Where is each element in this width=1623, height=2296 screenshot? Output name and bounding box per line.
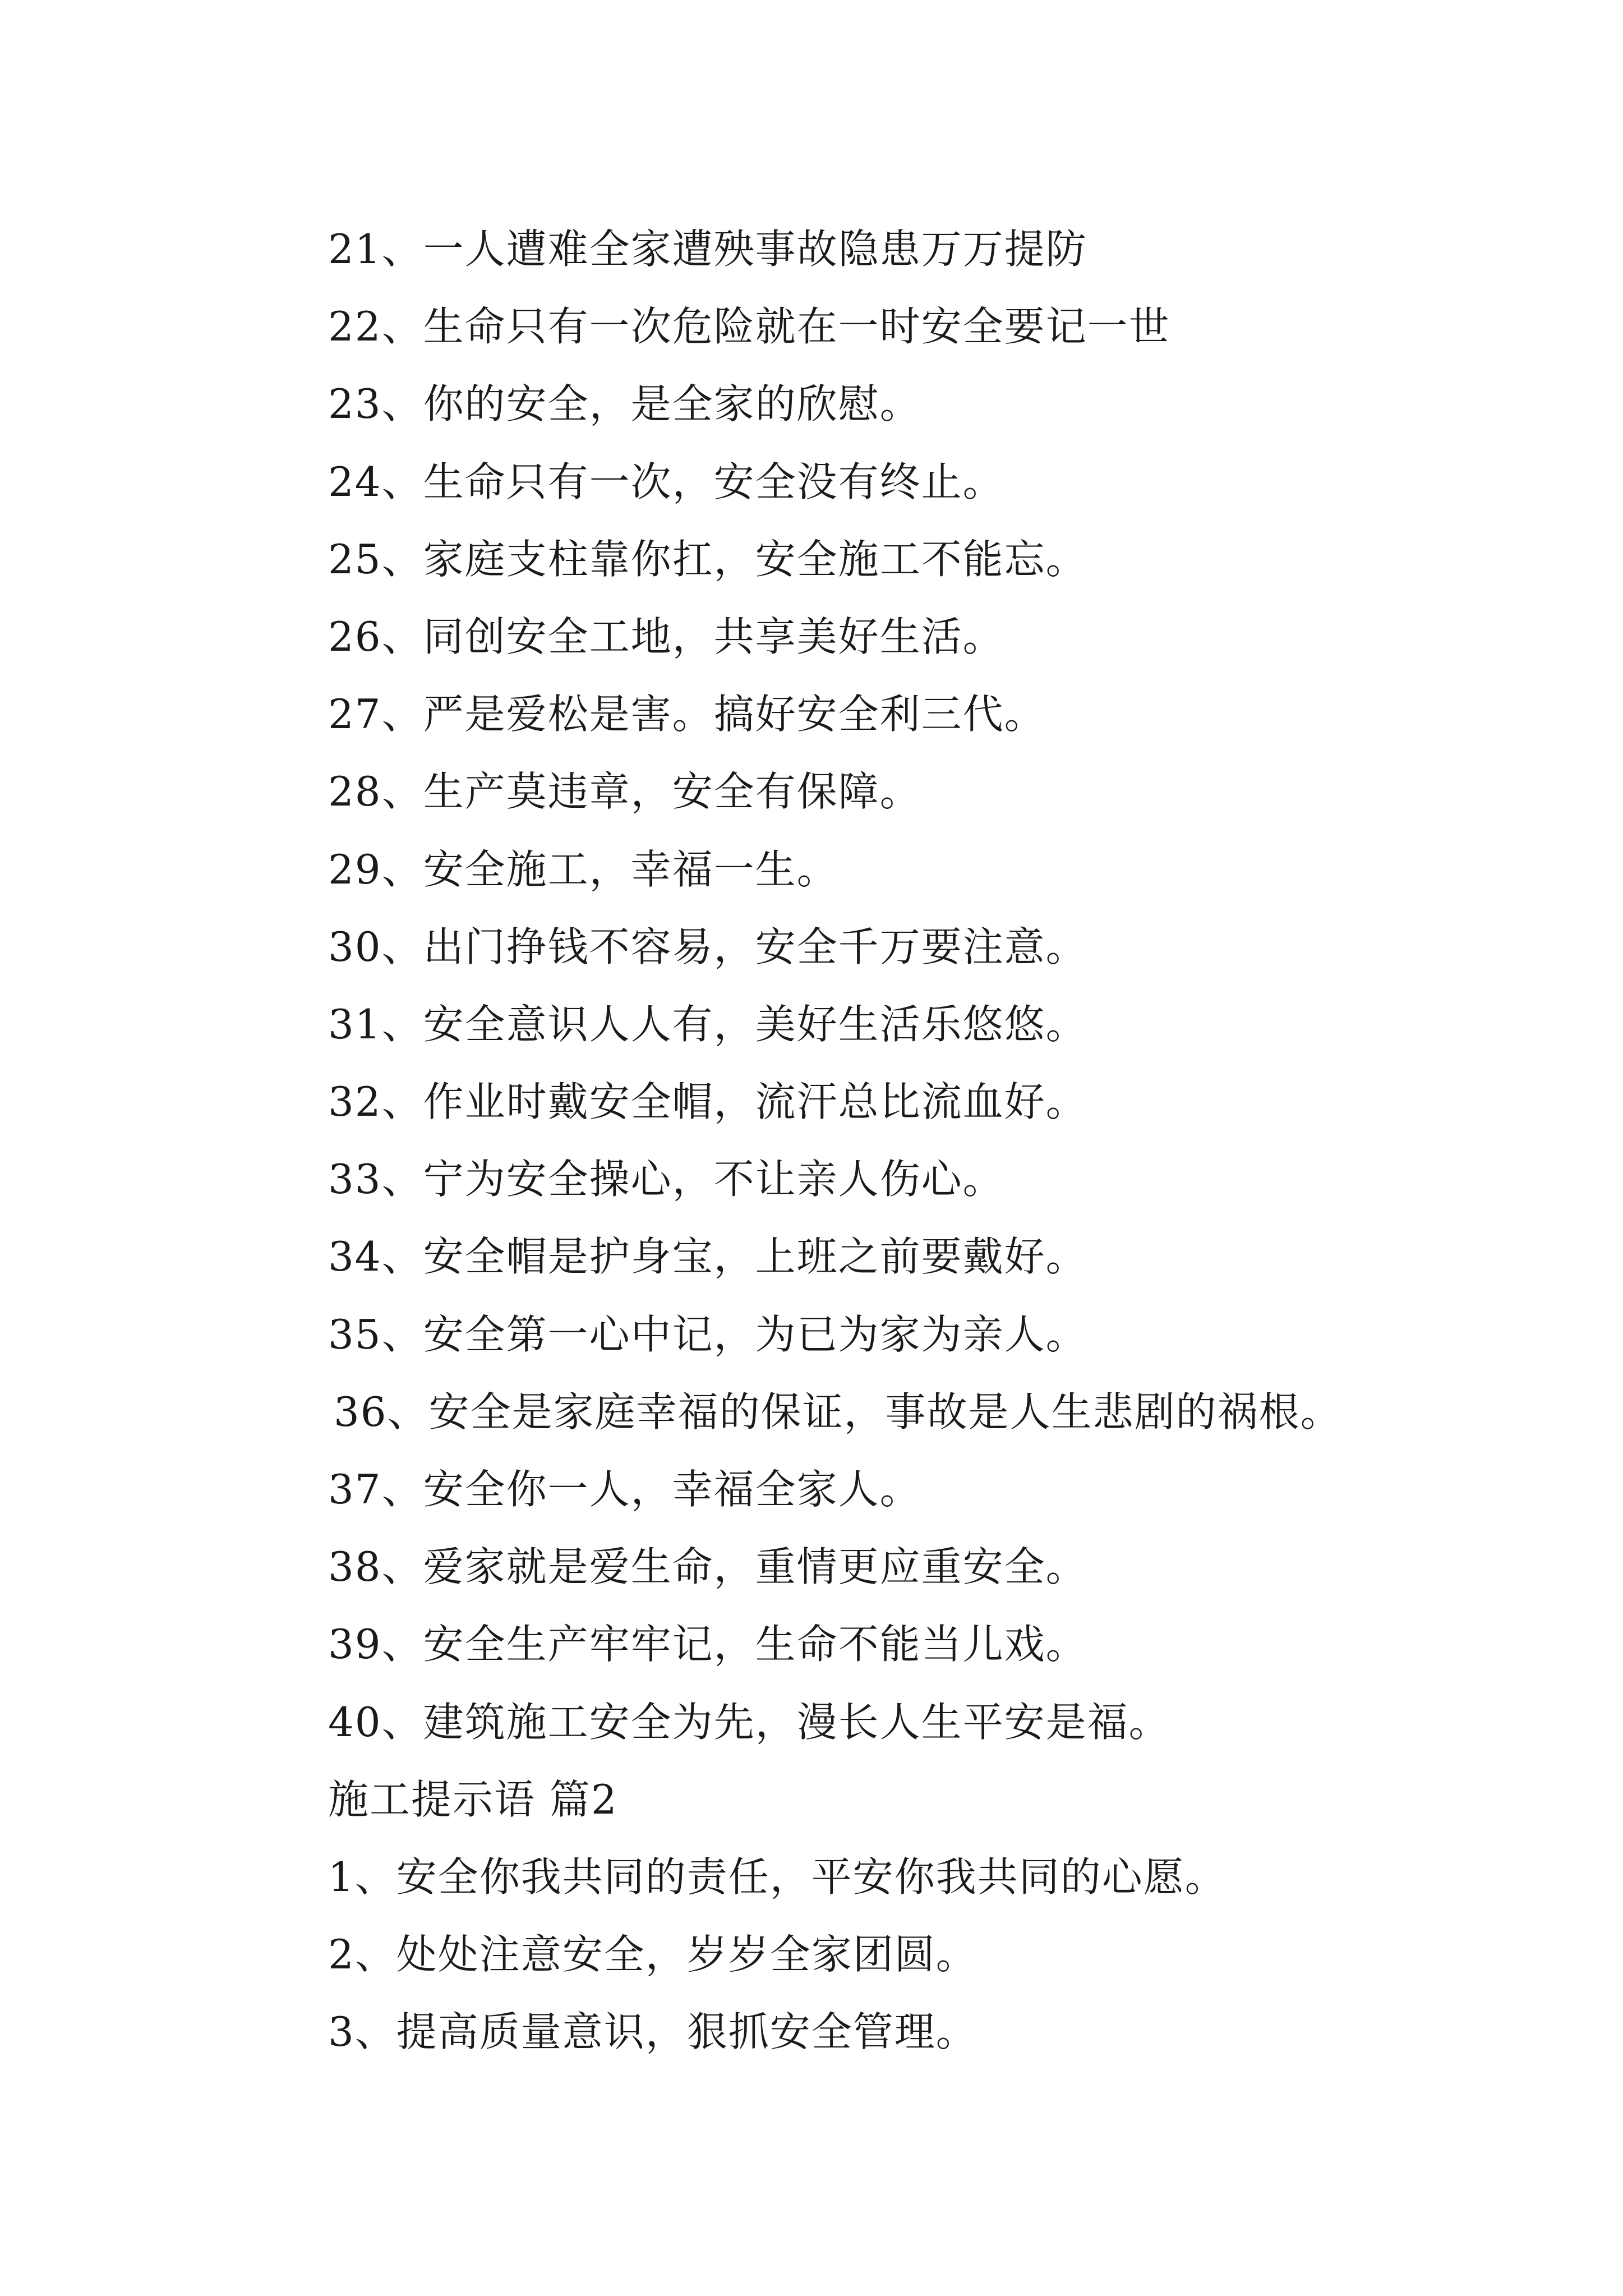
slogan-line-32: 32、作业时戴安全帽，流汗总比流血好。: [328, 1078, 1087, 1126]
slogan-line-28: 28、生产莫违章，安全有保障。: [328, 768, 921, 816]
slogan-line-2: 2、处处注意安全，岁岁全家团圆。: [328, 1931, 978, 1978]
slogan-line-29: 29、安全施工，幸福一生。: [328, 845, 838, 893]
slogan-line-30: 30、出门挣钱不容易，安全千万要注意。: [328, 923, 1087, 970]
slogan-list: [328, 210, 1562, 2071]
slogan-line-39: 39、安全生产牢牢记，生命不能当儿戏。: [328, 1621, 1087, 1668]
slogan-line-35: 35、安全第一心中记，为已为家为亲人。: [328, 1310, 1087, 1358]
slogan-line-36: 36、安全是家庭幸福的保证，事故是人生悲剧的祸根。: [334, 1388, 1342, 1435]
slogan-line-1: 1、安全你我共同的责任，平安你我共同的心愿。: [328, 1853, 1227, 1901]
slogan-line-22: 22、生命只有一次危险就在一时安全要记一世: [328, 303, 1170, 351]
section-heading: 施工提示语 篇2: [328, 1775, 618, 1823]
slogan-line-40: 40、建筑施工安全为先，漫长人生平安是福。: [328, 1698, 1170, 1746]
slogan-line-25: 25、家庭支柱靠你扛，安全施工不能忘。: [328, 535, 1087, 583]
slogan-line-31: 31、安全意识人人有，美好生活乐悠悠。: [328, 1000, 1087, 1048]
slogan-line-21: 21、一人遭难全家遭殃事故隐患万万提防: [328, 226, 1087, 273]
slogan-line-37: 37、安全你一人，幸福全家人。: [328, 1466, 921, 1513]
slogan-line-33: 33、宁为安全操心，不让亲人伤心。: [328, 1156, 1004, 1203]
slogan-line-24: 24、生命只有一次，安全没有终止。: [328, 458, 1004, 505]
slogan-line-27: 27、严是爱松是害。搞好安全利三代。: [328, 691, 1046, 738]
slogan-line-38: 38、爱家就是爱生命，重情更应重安全。: [328, 1543, 1087, 1591]
slogan-line-23: 23、你的安全，是全家的欣慰。: [328, 380, 921, 428]
slogan-line-26: 26、同创安全工地，共享美好生活。: [328, 613, 1004, 660]
slogan-line-3: 3、提高质量意识，狠抓安全管理。: [328, 2008, 978, 2056]
slogan-line-34: 34、安全帽是护身宝，上班之前要戴好。: [328, 1233, 1087, 1281]
